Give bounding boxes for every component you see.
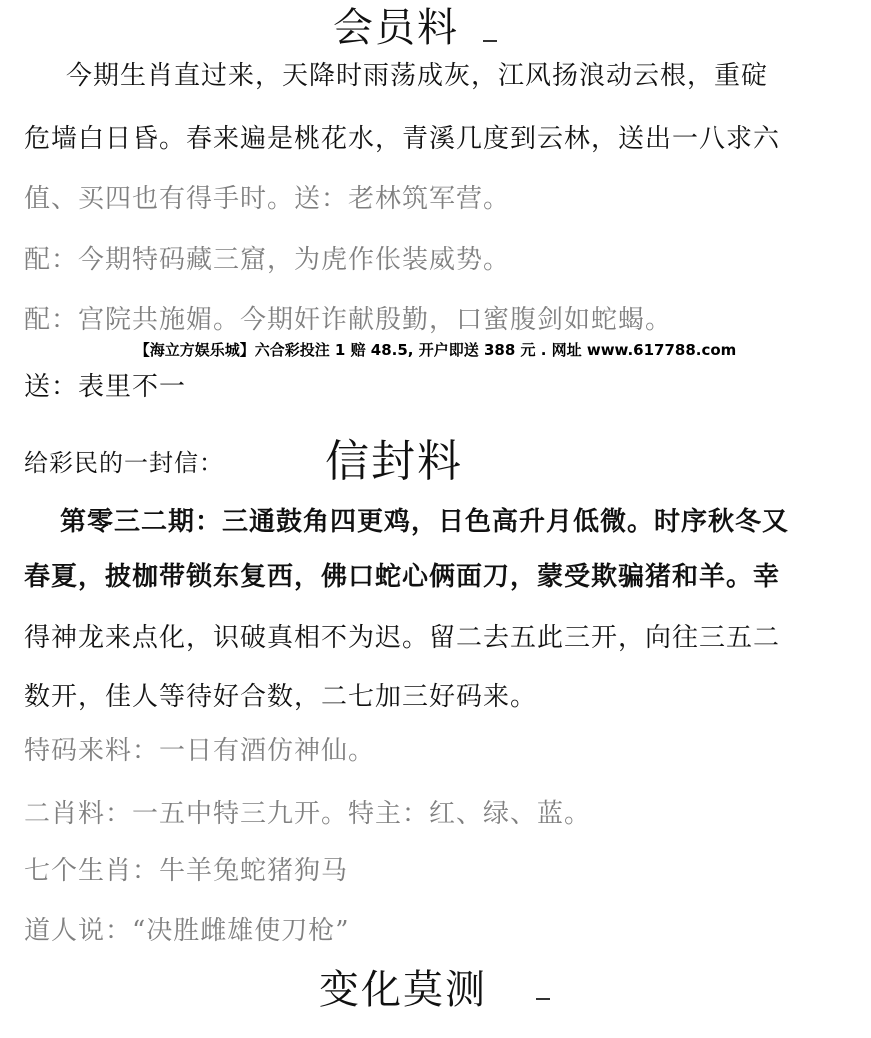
section2-line-1: 第零三二期：三通鼓角四更鸡，日色高升月低微。时序秋冬又 xyxy=(60,507,790,537)
section2-line-6: 二肖料：一五中特三九开。特主：红、绿、蓝。 xyxy=(24,799,592,829)
section1-line-3: 值、买四也有得手时。送：老林筑军营。 xyxy=(24,184,511,214)
letter-intro: 给彩民的一封信： xyxy=(24,449,224,477)
title-underscore-mark-2 xyxy=(536,998,550,1000)
section1-line-2: 危墙白日昏。春来遍是桃花水，青溪几度到云林，送出一八求六 xyxy=(24,124,781,154)
section2-line-5: 特码来料：一日有酒仿神仙。 xyxy=(24,736,376,766)
section2-line-8: 道人说：“决胜雌雄使刀枪” xyxy=(24,916,350,946)
section2-title: 信封料 xyxy=(325,436,463,487)
section1-line-5: 配：宫院共施媚。今期奸诈献殷勤，口蜜腹剑如蛇蝎。 xyxy=(24,305,673,335)
advertisement-banner: 【海立方娱乐城】六合彩投注 1 赔 48.5, 开户即送 388 元 . 网址 www.617788.com xyxy=(134,341,737,359)
section3-title: 变化莫测 xyxy=(319,967,487,1013)
section1-title: 会员料 xyxy=(333,5,459,51)
section1-line-4: 配：今期特码藏三窟，为虎作伥装威势。 xyxy=(24,245,511,275)
section2-line-3: 得神龙来点化，识破真相不为迟。留二去五此三开，向往三五二 xyxy=(24,623,781,653)
section1-line-1: 今期生肖直过来，天降时雨荡成灰，江风扬浪动云根，重碇 xyxy=(66,61,769,91)
section2-line-4: 数开，佳人等待好合数，二七加三好码来。 xyxy=(24,682,538,712)
section2-line-7: 七个生肖：牛羊兔蛇猪狗马 xyxy=(24,856,349,886)
section2-line-2: 春夏，披枷带锁东复西，佛口蛇心俩面刀，蒙受欺骗猪和羊。幸 xyxy=(24,562,781,592)
section1-last-line: 送：表里不一 xyxy=(24,372,187,402)
title-underscore-mark xyxy=(483,40,497,42)
